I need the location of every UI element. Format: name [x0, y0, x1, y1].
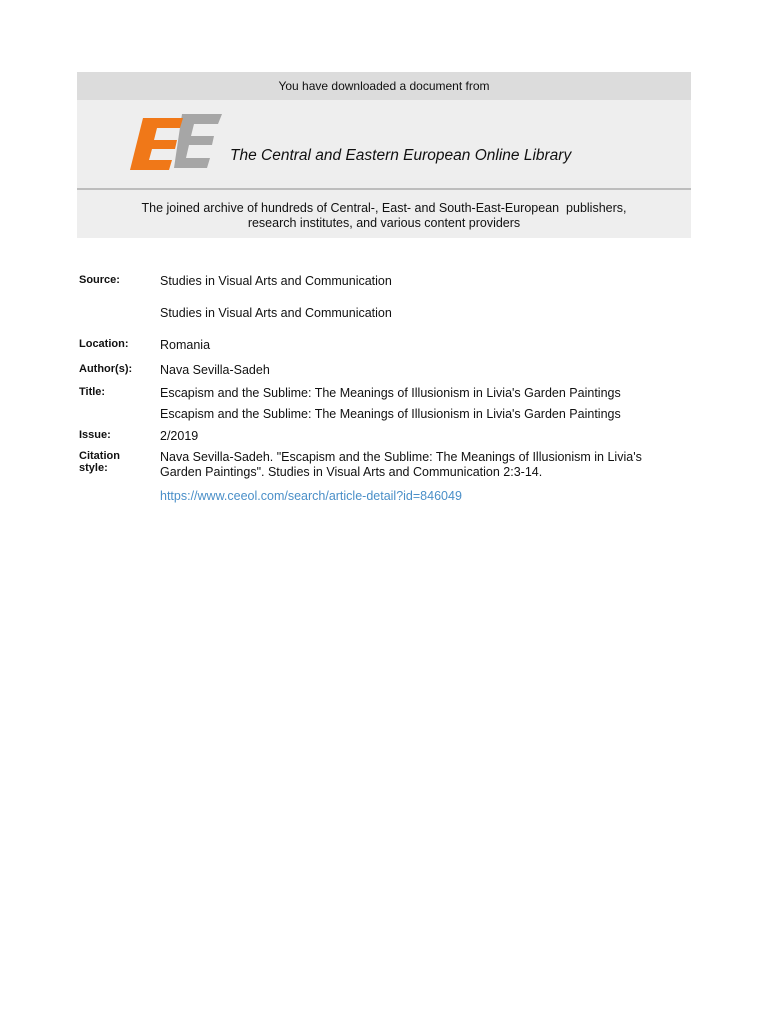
location-label: Location: [79, 338, 129, 350]
title-value: Escapism and the Sublime: The Meanings of Illusionism in Livia's Garden Paintings [160, 386, 621, 400]
article-link-wrapper [160, 489, 670, 504]
tagline-line-2: research institutes, and various content providers [247, 216, 521, 230]
title-label: Title: [79, 386, 106, 398]
download-notice [77, 72, 691, 100]
source-label: Source: [79, 274, 120, 286]
ceeol-logo-icon [130, 112, 222, 170]
authors-value: Nava Sevilla-Sadeh [160, 363, 270, 377]
download-notice-text: You have downloaded a document from [278, 79, 490, 93]
ceeol-banner [77, 72, 691, 238]
citation-label [79, 450, 149, 474]
location-value: Romania [160, 338, 211, 352]
citation-label-line-2: style: [79, 462, 108, 474]
authors-label: Author(s): [79, 363, 133, 375]
citation-value [160, 450, 670, 480]
brand-area [77, 100, 691, 188]
article-link[interactable]: https://www.ceeol.com/search/article-detail?id=846049 [160, 489, 462, 503]
source-alt-value: Studies in Visual Arts and Communication [160, 306, 392, 320]
citation-line-2: Garden Paintings". Studies in Visual Arts and Communication 2:3-14. [160, 465, 543, 479]
library-name: The Central and Eastern European Online Library [230, 147, 572, 164]
citation-line-1: Nava Sevilla-Sadeh. "Escapism and the Sublime: The Meanings of Illusionism in Livia's [160, 450, 642, 464]
title-alt-value: Escapism and the Sublime: The Meanings of Illusionism in Livia's Garden Paintings [160, 407, 621, 421]
issue-value: 2/2019 [160, 429, 199, 443]
source-value: Studies in Visual Arts and Communication [160, 274, 392, 288]
tagline-line-1: The joined archive of hundreds of Central-, East- and South-East-European publishers, [141, 201, 627, 215]
citation-label-line-1: Citation [79, 450, 120, 462]
issue-label: Issue: [79, 429, 111, 441]
tagline [77, 190, 691, 231]
